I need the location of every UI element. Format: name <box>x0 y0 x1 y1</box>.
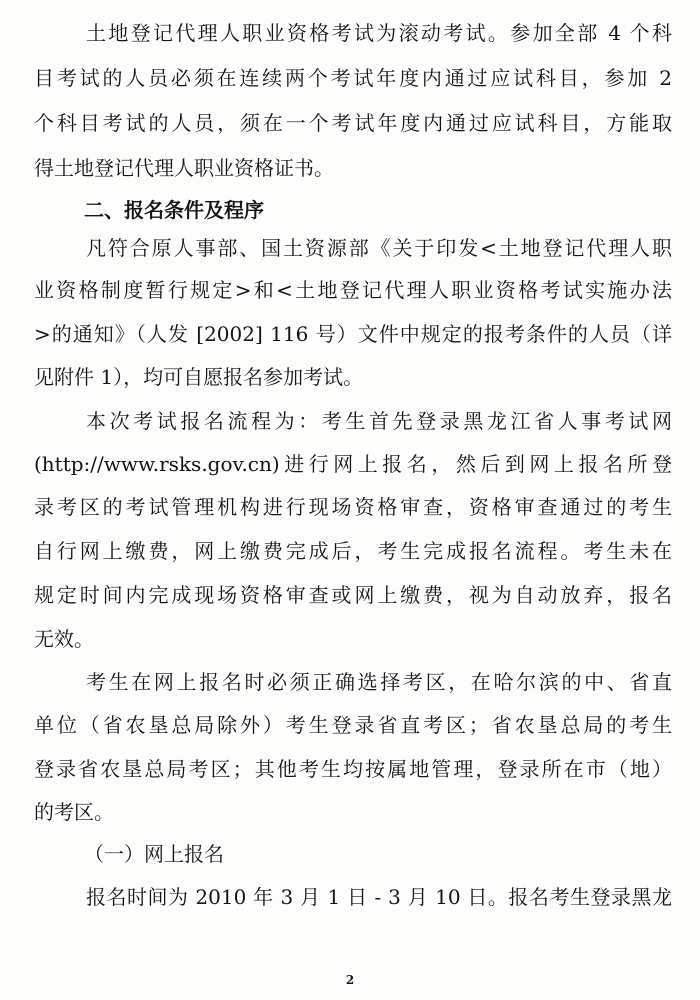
paragraph-line: 见附件 1），均可自愿报名参加考试。 <box>34 365 364 389</box>
paragraph-line: 考生在网上报名时必须正确选择考区，在哈尔滨的中、省直 <box>86 670 672 694</box>
paragraph-line: 单位（省农垦总局除外）考生登录省直考区；省农垦总局的考生 <box>34 713 672 737</box>
paragraph-line: 凡符合原人事部、国土资源部《关于印发<土地登记代理人职 <box>86 236 672 260</box>
paragraph-line: 得土地登记代理人职业资格证书。 <box>34 156 334 180</box>
paragraph-line: 个科目考试的人员，须在一个考试年度内通过应试科目，方能取 <box>34 111 672 135</box>
paragraph-line: 业资格制度暂行规定>和<土地登记代理人职业资格考试实施办法 <box>34 278 672 302</box>
paragraph-line: 的考区。 <box>34 800 114 824</box>
page-number: 2 <box>345 973 355 987</box>
paragraph-line: >的通知》（人发 [2002] 116 号）文件中规定的报考条件的人员（详 <box>34 322 672 346</box>
paragraph-line: 本次考试报名流程为：考生首先登录黑龙江省人事考试网 <box>86 409 672 433</box>
paragraph-line: 规定时间内完成现场资格审查或网上缴费，视为自动放弃，报名 <box>34 583 672 607</box>
paragraph-line: 报名时间为 2010 年 3 月 1 日 - 3 月 10 日。报名考生登录黑龙 <box>86 885 672 909</box>
subsection-heading: （一）网上报名 <box>84 842 224 866</box>
paragraph-line: 录考区的考试管理机构进行现场资格审查，资格审查通过的考生 <box>34 495 672 519</box>
section-heading: 二、报名条件及程序 <box>84 198 264 222</box>
paragraph-line: 无效。 <box>34 627 94 651</box>
paragraph-line: (http://www.rsks.gov.cn)进行网上报名，然后到网上报名所登 <box>34 452 672 476</box>
paragraph-line: 土地登记代理人职业资格考试为滚动考试。参加全部 4 个科 <box>86 21 672 45</box>
paragraph-line: 自行网上缴费，网上缴费完成后，考生完成报名流程。考生未在 <box>34 539 672 563</box>
paragraph-line: 目考试的人员必须在连续两个考试年度内通过应试科目，参加 2 <box>34 66 672 90</box>
paragraph-line: 登录省农垦总局考区；其他考生均按属地管理，登录所在市（地） <box>34 757 672 781</box>
